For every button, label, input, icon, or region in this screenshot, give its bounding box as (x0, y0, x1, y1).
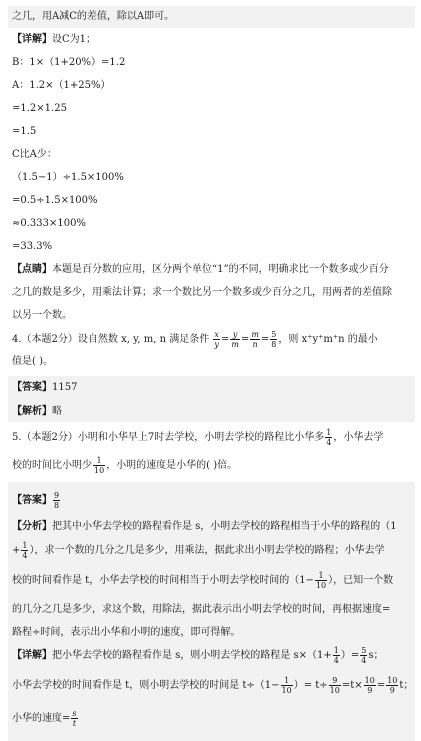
q5-text-1b: ，小华去学 (333, 432, 384, 443)
q5-analysis-4: 的几分之几是多少，求这个数，用除法，据此表示出小明去学校的时间，再根据速度= (12, 604, 391, 615)
q5-text-2a: 校的时间比小明少 (12, 460, 92, 471)
q5-analysis-2 (12, 540, 384, 562)
calc-line-c: C比A少： (12, 149, 57, 160)
calc-line-1: =1.2×1.25 (12, 103, 67, 114)
answer-frac-9-8: $\frac{9}{8}$ (54, 491, 60, 510)
q5-analysis-label: 【分析】 (12, 521, 52, 532)
detail-frac-9-10: $\frac{9}{10}$ (329, 676, 340, 695)
q5-detail-text-2d: = (376, 680, 386, 691)
q5-detail-text-1b: ）= (340, 650, 360, 661)
q5-analysis-text-1: 把其中小华去学校的路程看作是 s，小明去学校的路程相当于小华的路程的（1 (52, 521, 397, 532)
q5-answer (12, 489, 61, 513)
detail-frac-10-9-b: $\frac{10}{9}$ (387, 676, 398, 695)
q4-analysis-value: 略 (52, 406, 62, 417)
q5-text-1a: 5.（本题2分）小明和小华早上7时去学校，小明去学校的路程比小华多 (12, 432, 325, 443)
q5-analysis-5: 路程÷时间，表示出小华和小明的速度，即可得解。 (12, 627, 241, 638)
q5-detail-text-2b: ）= t÷ (293, 680, 328, 691)
q4-line-2: 值是( )。 (12, 356, 53, 367)
calc-line-b: B：1×（1+20%）=1.2 (12, 57, 126, 68)
q4-analysis (12, 405, 62, 419)
frac-x-y: $\frac{x}{y}$ (214, 330, 219, 349)
point-text-1: 本题是百分数的应用，区分两个单位“1”的不同，明确求比一个数多或少百分 (52, 264, 389, 275)
q5-detail-text-2e: t； (399, 680, 414, 691)
detail-label: 【详解】 (12, 34, 52, 45)
q5-detail-text-1a: 把小华去学校的路程看作是 s，则小明去学校的路程是 s×（1+ (52, 650, 332, 661)
eq-sep-2: = (240, 334, 250, 345)
q4-prefix: 4.（本题2分）设自然数 x, y, m, n 满足条件 (12, 334, 210, 345)
q5-line-2 (12, 455, 237, 477)
q5-detail-text-2c: =t× (341, 680, 363, 691)
q4-tail: ，则 x⁺y⁺m⁺n 的最小 (278, 334, 378, 345)
q5-detail-text-1c: s； (368, 650, 384, 661)
q5-analysis-text-2: ），求一个数的几分之几是多少，用乘法，据此求出小明去学校的路程；小华去学 (29, 545, 385, 556)
frac-y-m: $\frac{y}{m}$ (231, 330, 239, 349)
q4-answer (12, 381, 77, 395)
q5-detail-label: 【详解】 (12, 650, 52, 661)
frac-m-n: $\frac{m}{n}$ (251, 330, 259, 349)
detail-frac-10-9-a: $\frac{10}{9}$ (364, 676, 375, 695)
detail-frac-1-4: $\frac{1}{4}$ (333, 646, 339, 665)
point-line-3: 以另一个数。 (12, 310, 72, 321)
q5-detail-text-2a: 小华去学校的时间看作是 t，则小明去学校的时间是 t÷（1− (12, 680, 280, 691)
q5-analysis-text-3a: 校的时间看作是 t，小华去学校的时间相当于小明去学校时间的（1− (12, 575, 314, 586)
frac-1-4: $\frac{1}{4}$ (326, 428, 332, 447)
calc-line-5: ≈0.333×100% (12, 218, 86, 229)
detail-frac-s-t: $\frac{s}{t}$ (72, 709, 77, 728)
point-line-2: 之几的数是多少，用乘法计算；求一个数比另一个数多或少百分之几，用两者的差值除 (12, 287, 392, 298)
q4-answer-label: 【答案】 (12, 382, 52, 393)
point-label: 【点睛】 (12, 264, 52, 275)
frac-1-10: $\frac{1}{10}$ (94, 456, 105, 475)
frac-5-8: $\frac{5}{8}$ (271, 330, 277, 349)
q5-line-1 (12, 427, 383, 449)
q5-analysis-plus: + (12, 545, 21, 556)
detail-heading (12, 33, 96, 47)
q5-analysis-1 (12, 520, 397, 534)
detail-frac-1-10: $\frac{1}{10}$ (281, 676, 292, 695)
q5-analysis-text-3b: ），已知一个数 (328, 575, 394, 586)
eq-sep-3: = (260, 334, 270, 345)
q5-text-2b: ，小明的速度是小华的( )倍。 (106, 460, 238, 471)
q5-detail-1 (12, 645, 383, 667)
q5-analysis-3 (12, 570, 393, 592)
q5-answer-label: 【答案】 (12, 495, 52, 506)
analysis-frac-1-4: $\frac{1}{4}$ (22, 541, 28, 560)
eq-sep-1: = (220, 334, 230, 345)
intro-line: 之几，用A减C的差值，除以A即可。 (12, 11, 175, 22)
q4-analysis-label: 【解析】 (12, 406, 52, 417)
calc-line-4: =0.5÷1.5×100% (12, 195, 98, 206)
detail-head-text: 设C为1； (52, 34, 97, 45)
q5-detail-text-3a: 小华的速度= (12, 713, 71, 724)
q4-answer-value: 1157 (52, 382, 78, 393)
calc-line-2: =1.5 (12, 126, 37, 137)
calc-line-3: （1.5−1）÷1.5×100% (12, 172, 124, 183)
analysis-frac-1-10: $\frac{1}{10}$ (315, 571, 327, 590)
point-line-1 (12, 263, 389, 277)
q4-line-1 (12, 329, 378, 351)
calc-line-6: =33.3% (12, 241, 53, 252)
detail-frac-5-4: $\frac{5}{4}$ (361, 646, 367, 665)
q5-detail-2 (12, 675, 413, 697)
q5-detail-3 (12, 708, 79, 730)
calc-line-a: A：1.2×（1+25%） (12, 80, 111, 91)
